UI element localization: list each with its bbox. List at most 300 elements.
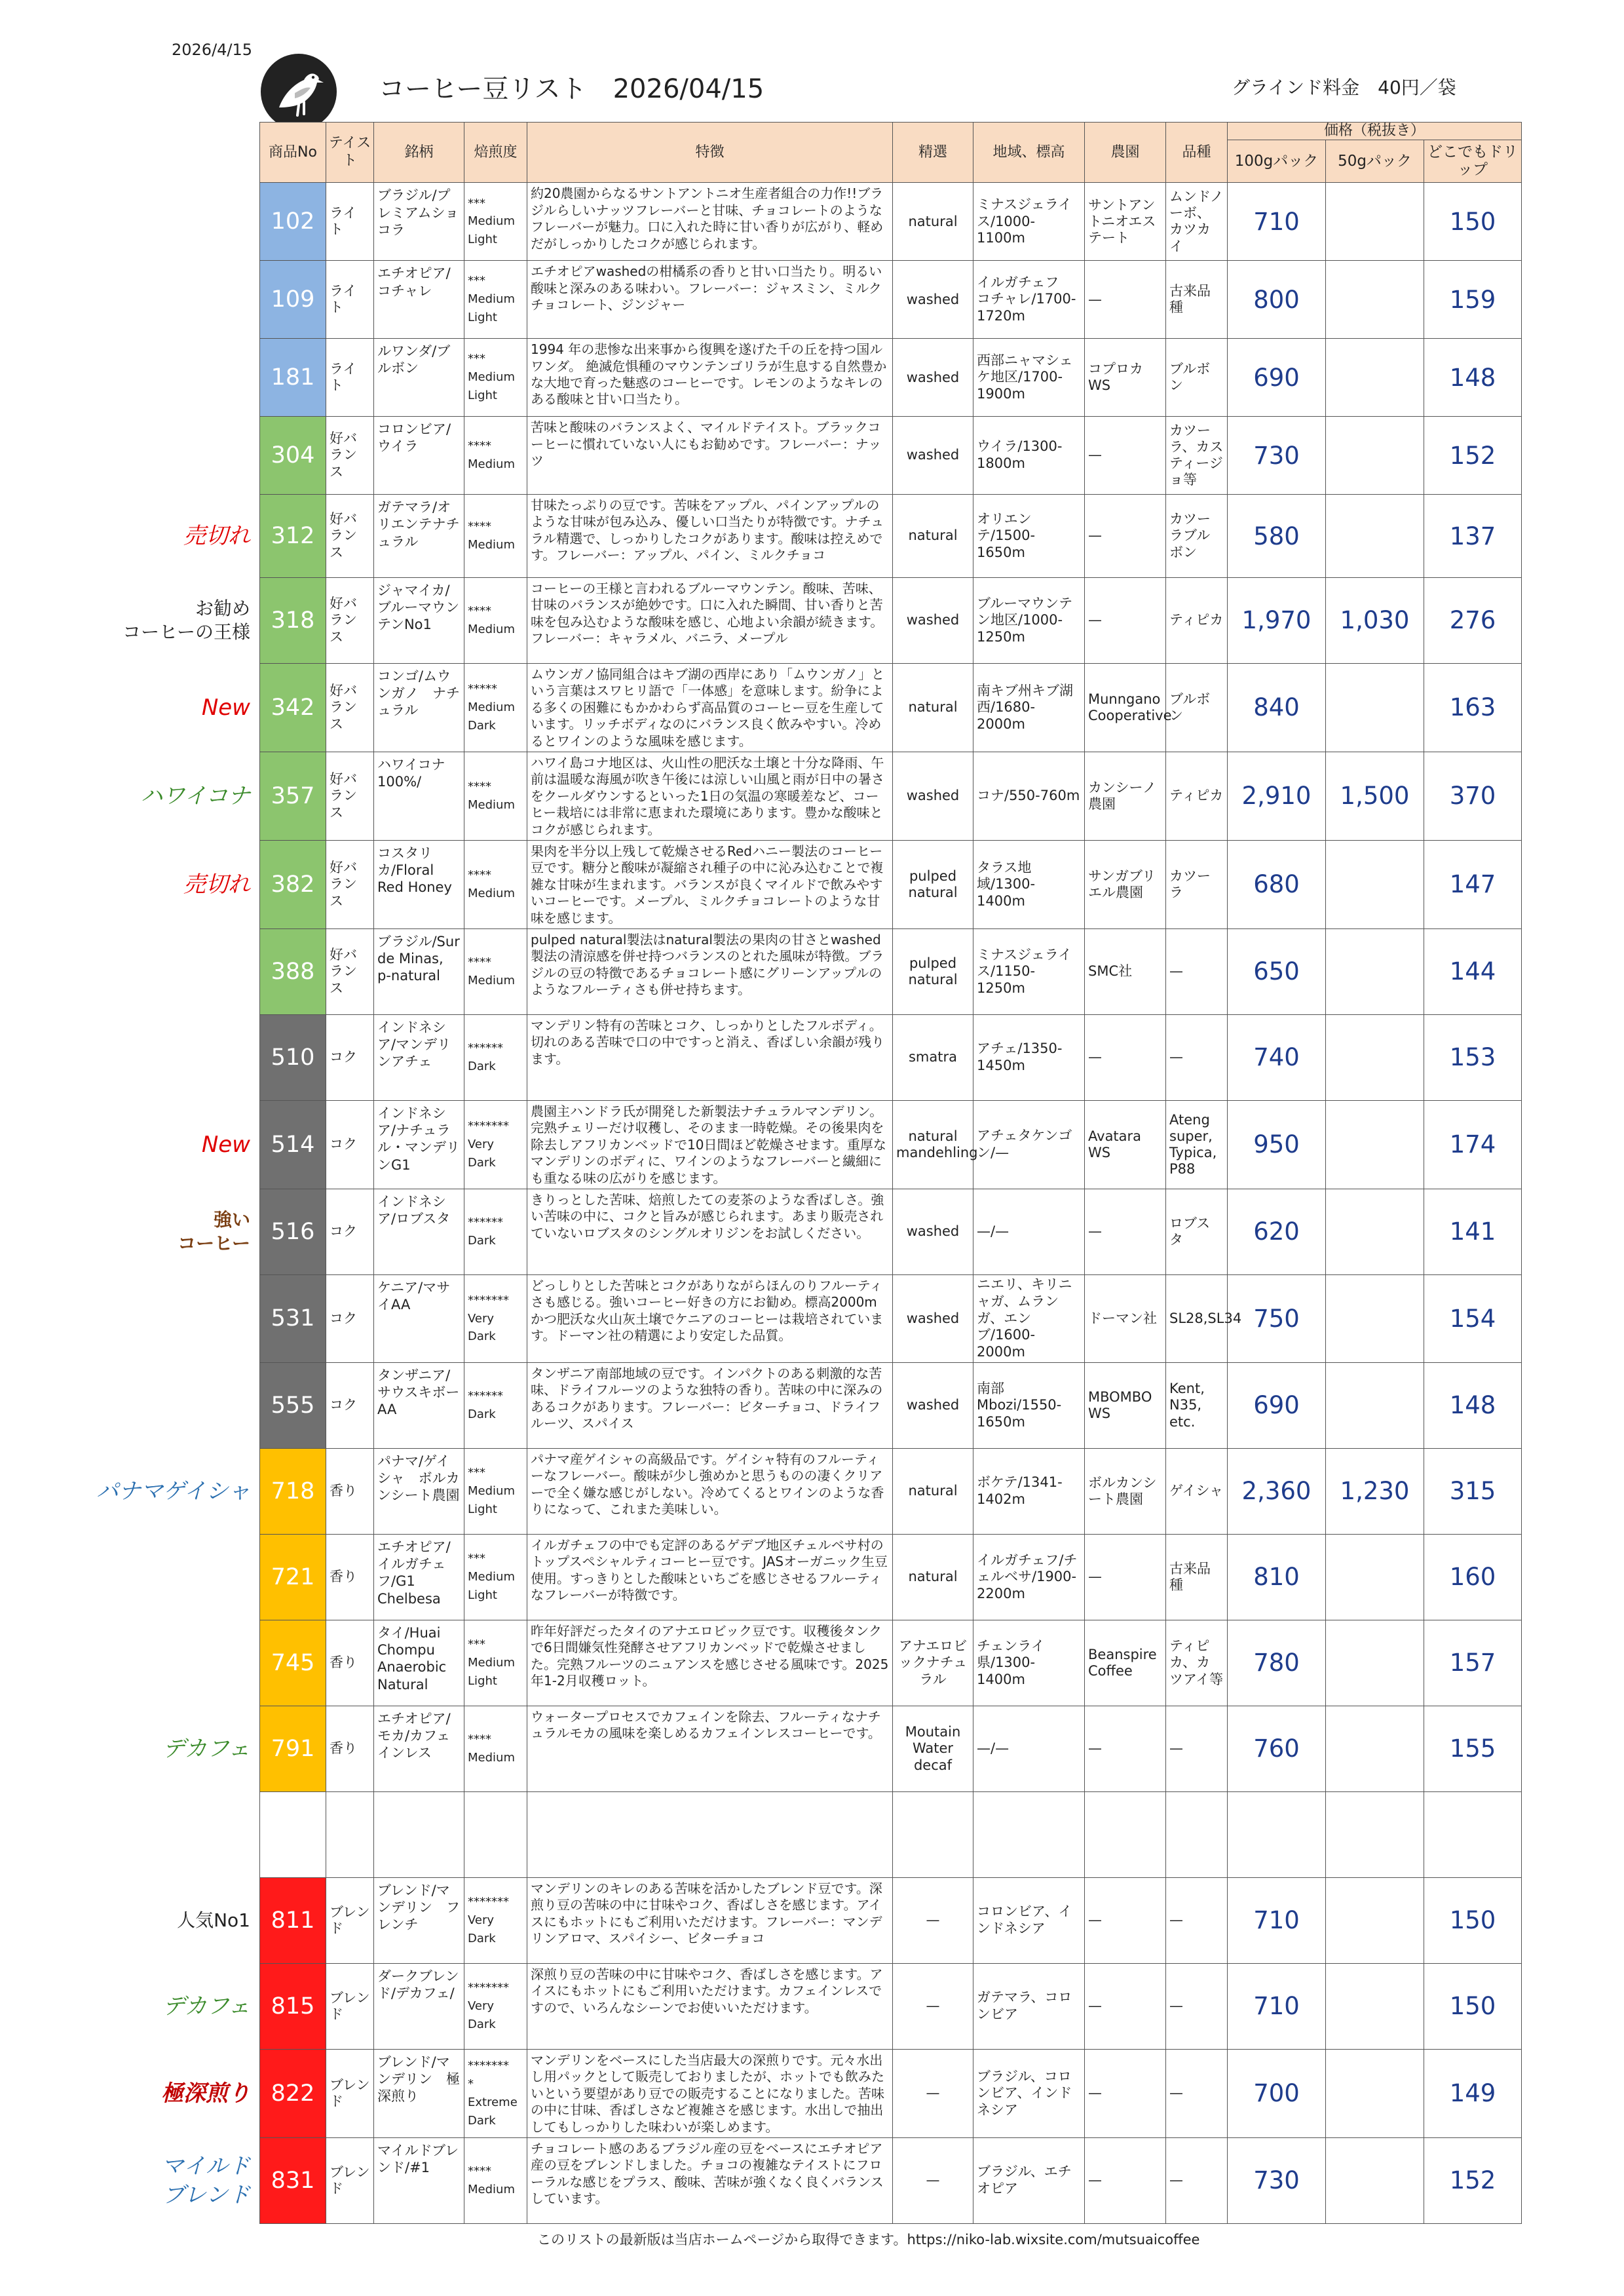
row-price-drip: 149 bbox=[1424, 2049, 1522, 2137]
col-header-100g: 100gパック bbox=[1228, 140, 1326, 183]
row-process: natural bbox=[893, 663, 973, 752]
row-product-no: 514 bbox=[260, 1100, 326, 1189]
row-region: —/— bbox=[973, 1189, 1085, 1274]
row-price-50g bbox=[1326, 1877, 1424, 1963]
empty-row bbox=[260, 1791, 1522, 1877]
row-farm: MBOMBO WS bbox=[1085, 1362, 1166, 1448]
row-region: —/— bbox=[973, 1706, 1085, 1791]
empty-cell bbox=[464, 1791, 527, 1877]
row-variety: ブルボン bbox=[1166, 663, 1228, 752]
row-farm: Munngano Cooperative bbox=[1085, 663, 1166, 752]
row-product-no: 304 bbox=[260, 417, 326, 495]
row-brand: ブラジル/プレミアムショコラ bbox=[374, 183, 464, 261]
row-product-no: 318 bbox=[260, 577, 326, 663]
row-price-50g bbox=[1326, 1014, 1424, 1100]
coffee-bean-table bbox=[259, 122, 1522, 2224]
row-region: タラス地域/1300-1400m bbox=[973, 840, 1085, 928]
row-farm: — bbox=[1085, 495, 1166, 578]
row-roast: ******* Very Dark bbox=[464, 1274, 527, 1362]
row-taste: ブレンド bbox=[326, 1877, 374, 1963]
row-taste: 香り bbox=[326, 1706, 374, 1791]
grind-fee: グラインド料金 40円／袋 bbox=[1232, 77, 1456, 98]
row-price-100g: 710 bbox=[1228, 183, 1326, 261]
row-price-100g: 780 bbox=[1228, 1620, 1326, 1706]
row-taste: 好バランス bbox=[326, 417, 374, 495]
row-process: pulped natural bbox=[893, 840, 973, 928]
row-taste: コク bbox=[326, 1100, 374, 1189]
row-process: washed bbox=[893, 752, 973, 840]
row-process: natural mandehling bbox=[893, 1100, 973, 1189]
row-roast: ****** Dark bbox=[464, 1362, 527, 1448]
row-price-50g bbox=[1326, 1189, 1424, 1274]
row-product-no: 718 bbox=[260, 1448, 326, 1534]
row-taste: 香り bbox=[326, 1534, 374, 1620]
row-roast: **** Medium bbox=[464, 577, 527, 663]
row-brand: インドネシア/ナチュラル・マンデリンG1 bbox=[374, 1100, 464, 1189]
row-price-50g bbox=[1326, 1362, 1424, 1448]
row-price-50g bbox=[1326, 1534, 1424, 1620]
row-region: ミナスジェライス/1150-1250m bbox=[973, 928, 1085, 1014]
row-variety: 古来品種 bbox=[1166, 261, 1228, 339]
row-taste: 好バランス bbox=[326, 752, 374, 840]
row-farm: — bbox=[1085, 577, 1166, 663]
row-roast: **** Medium bbox=[464, 495, 527, 578]
row-variety: ティピカ、カツアイ等 bbox=[1166, 1620, 1228, 1706]
row-features: タンザニア南部地域の豆です。インパクトのある刺激的な苦味、ドライフルーツのような独特の香り。苦味の中に深みのあるコクがあります。フレーバー：ビターチョコ、ドライフルーツ、スパイス bbox=[527, 1362, 893, 1448]
row-process: washed bbox=[893, 1362, 973, 1448]
row-features: 約20農園からなるサントアントニオ生産者組合の力作!!ブラジルらしいナッツフレーバーと甘味、チョコレートのようなフレーバーが魅力。口に入れた時に甘い香りが広がり、軽めだがしっかりしたコクが感じられます。 bbox=[527, 183, 893, 261]
table-row bbox=[260, 339, 1522, 417]
row-price-100g: 620 bbox=[1228, 1189, 1326, 1274]
row-side-note: New bbox=[201, 694, 250, 721]
empty-cell bbox=[326, 1791, 374, 1877]
row-features: 果肉を半分以上残して乾燥させるRedハニー製法のコーヒー豆です。糖分と酸味が凝縮され種子の中に沁み込むことで複雑な甘味が生まれます。バランスが良くマイルドで飲みやすいコーヒーです。メープル、ミルクチョコレートのような甘味を感じます。 bbox=[527, 840, 893, 928]
row-product-no: 811 bbox=[260, 1877, 326, 1963]
row-price-100g: 730 bbox=[1228, 417, 1326, 495]
row-process: Moutain Water decaf bbox=[893, 1706, 973, 1791]
row-product-no: 312 bbox=[260, 495, 326, 578]
row-taste: コク bbox=[326, 1014, 374, 1100]
row-brand: ハワイコナ100%/ bbox=[374, 752, 464, 840]
col-header-farm: 農園 bbox=[1085, 123, 1166, 183]
row-process: washed bbox=[893, 1189, 973, 1274]
row-brand: インドネシア/マンデリンアチェ bbox=[374, 1014, 464, 1100]
row-features: イルガチェフの中でも定評のあるゲデブ地区チェルベサ村のトップスペシャルティコーヒー豆です。JASオーガニック生豆使用。すっきりとした酸味といちごを感じさせるフルーティなフレーバーが特徴です。 bbox=[527, 1534, 893, 1620]
row-brand: エチオピア/モカ/カフェインレス bbox=[374, 1706, 464, 1791]
row-price-drip: 148 bbox=[1424, 1362, 1522, 1448]
row-product-no: 721 bbox=[260, 1534, 326, 1620]
row-roast: **** Medium bbox=[464, 840, 527, 928]
row-region: 西部ニャマシェケ地区/1700-1900m bbox=[973, 339, 1085, 417]
row-features: pulped natural製法はnatural製法の果肉の甘さとwashed製法の清涼感を併せ持つバランスのとれた風味が特徴。ブラジルの豆の特徴であるチョコレート感にグリーンアップルのようなフルーティさも併せ持ちます。 bbox=[527, 928, 893, 1014]
row-brand: エチオピア/コチャレ bbox=[374, 261, 464, 339]
row-features: エチオピアwashedの柑橘系の香りと甘い口当たり。明るい酸味と深みのある味わい。フレーバー：ジャスミン、ミルクチョコレート、ジンジャー bbox=[527, 261, 893, 339]
row-farm: — bbox=[1085, 2049, 1166, 2137]
row-taste: コク bbox=[326, 1189, 374, 1274]
seagull-logo-icon bbox=[261, 54, 337, 130]
row-features: どっしりとした苦味とコクがありながらほんのりフルーティさも感じる。強いコーヒー好きの方にお勧め。標高2000mかつ肥沃な火山灰土壌でケニアのコーヒーは栽培されています。ドーマン社の精選により安定した品質。 bbox=[527, 1274, 893, 1362]
row-process: アナエロビックナチュラル bbox=[893, 1620, 973, 1706]
row-price-100g: 1,970 bbox=[1228, 577, 1326, 663]
row-price-drip: 370 bbox=[1424, 752, 1522, 840]
row-product-no: 357 bbox=[260, 752, 326, 840]
table-row bbox=[260, 1189, 1522, 1274]
row-price-drip: 150 bbox=[1424, 1963, 1522, 2049]
row-side-note: 売切れ bbox=[183, 522, 250, 549]
row-brand: ブラジル/Sur de Minas, p-natural bbox=[374, 928, 464, 1014]
row-price-drip: 315 bbox=[1424, 1448, 1522, 1534]
table-row bbox=[260, 752, 1522, 840]
row-price-100g: 950 bbox=[1228, 1100, 1326, 1189]
row-price-drip: 147 bbox=[1424, 840, 1522, 928]
row-region: ミナスジェライス/1000-1100m bbox=[973, 183, 1085, 261]
row-price-drip: 174 bbox=[1424, 1100, 1522, 1189]
print-date: 2026/4/15 bbox=[172, 41, 253, 59]
row-farm: Beanspire Coffee bbox=[1085, 1620, 1166, 1706]
row-side-note: デカフェ bbox=[162, 1735, 250, 1762]
row-roast: ****** Dark bbox=[464, 1189, 527, 1274]
page-title: コーヒー豆リスト 2026/04/15 bbox=[379, 74, 765, 104]
row-farm: ドーマン社 bbox=[1085, 1274, 1166, 1362]
row-taste: 好バランス bbox=[326, 840, 374, 928]
row-price-50g: 1,500 bbox=[1326, 752, 1424, 840]
empty-cell bbox=[1085, 1791, 1166, 1877]
row-region: ボケテ/1341-1402m bbox=[973, 1448, 1085, 1534]
row-farm: — bbox=[1085, 1014, 1166, 1100]
row-variety: ティピカ bbox=[1166, 752, 1228, 840]
table-row bbox=[260, 1014, 1522, 1100]
row-taste: 好バランス bbox=[326, 495, 374, 578]
row-brand: コロンビア/ウイラ bbox=[374, 417, 464, 495]
row-roast: **** Medium bbox=[464, 1706, 527, 1791]
row-price-drip: 154 bbox=[1424, 1274, 1522, 1362]
table-row bbox=[260, 1620, 1522, 1706]
row-taste: ライト bbox=[326, 183, 374, 261]
row-roast: ******* Very Dark bbox=[464, 1877, 527, 1963]
row-farm: SMC社 bbox=[1085, 928, 1166, 1014]
row-variety: ゲイシャ bbox=[1166, 1448, 1228, 1534]
row-features: きりっとした苦味、焙煎したての麦茶のような香ばしさ。強い苦味の中に、コクと旨みが感じられます。あまり販売されていないロブスタのシングルオリジンをお試しください。 bbox=[527, 1189, 893, 1274]
row-process: smatra bbox=[893, 1014, 973, 1100]
row-variety: — bbox=[1166, 2137, 1228, 2223]
row-region: チェンライ県/1300-1400m bbox=[973, 1620, 1085, 1706]
row-features: 農園主ハンドラ氏が開発した新製法ナチュラルマンデリン。完熟チェリーだけ収穫し、そのまま一時乾燥。その後果肉を除去しアフリカンベッドで10日間ほど乾燥させます。重厚なマンデリンのボディに、ワインのようなフレーバーと繊細にも重なる味の広がりを感じます。 bbox=[527, 1100, 893, 1189]
row-region: コロンビア、インドネシア bbox=[973, 1877, 1085, 1963]
row-roast: **** Medium bbox=[464, 2137, 527, 2223]
row-product-no: 822 bbox=[260, 2049, 326, 2137]
row-price-100g: 840 bbox=[1228, 663, 1326, 752]
row-brand: ジャマイカ/ブルーマウンテンNo1 bbox=[374, 577, 464, 663]
row-price-100g: 710 bbox=[1228, 1963, 1326, 2049]
row-price-100g: 710 bbox=[1228, 1877, 1326, 1963]
row-price-100g: 650 bbox=[1228, 928, 1326, 1014]
row-taste: ブレンド bbox=[326, 2049, 374, 2137]
row-price-drip: 160 bbox=[1424, 1534, 1522, 1620]
row-price-drip: 152 bbox=[1424, 417, 1522, 495]
row-roast: ****** Dark bbox=[464, 1014, 527, 1100]
row-process: washed bbox=[893, 417, 973, 495]
row-product-no: 815 bbox=[260, 1963, 326, 2049]
row-process: natural bbox=[893, 183, 973, 261]
row-region: 南キブ州キブ湖西/1680-2000m bbox=[973, 663, 1085, 752]
row-roast: *** Medium Light bbox=[464, 261, 527, 339]
row-features: 昨年好評だったタイのアナエロビック豆です。収穫後タンクで6日間嫌気性発酵させアフリカンベッドで乾燥させました。完熟フルーツのニュアンスを感じさせる風味です。2025年1-2月収穫ロット。 bbox=[527, 1620, 893, 1706]
row-features: マンデリンをベースにした当店最大の深煎りです。元々水出し用パックとして販売しておりましたが、ホットでも飲みたいという要望があり豆での販売することになりました。苦味の中に甘味、香ばしさなど複雑さを感じます。水出しで抽出してもしっかりした味わいが楽しめます。 bbox=[527, 2049, 893, 2137]
table-row bbox=[260, 261, 1522, 339]
row-region: ブルーマウンテン地区/1000-1250m bbox=[973, 577, 1085, 663]
row-farm: — bbox=[1085, 1877, 1166, 1963]
row-side-note: お勧め コーヒーの王様 bbox=[123, 597, 250, 643]
row-variety: — bbox=[1166, 1706, 1228, 1791]
table-row bbox=[260, 1362, 1522, 1448]
row-variety: Ateng super, Typica, P88 bbox=[1166, 1100, 1228, 1189]
row-roast: **** Medium bbox=[464, 752, 527, 840]
row-brand: タンザニア/サウスキボーAA bbox=[374, 1362, 464, 1448]
table-row bbox=[260, 1877, 1522, 1963]
row-price-50g bbox=[1326, 2137, 1424, 2223]
row-features: チョコレート感のあるブラジル産の豆をベースにエチオピア産の豆をブレンドしました。チョコの複雑なテイストにフローラルな感じをプラス、酸味、苦味が強くなく良くバランスしています。 bbox=[527, 2137, 893, 2223]
row-variety: — bbox=[1166, 1014, 1228, 1100]
row-product-no: 382 bbox=[260, 840, 326, 928]
empty-cell bbox=[374, 1791, 464, 1877]
row-price-100g: 580 bbox=[1228, 495, 1326, 578]
row-taste: ブレンド bbox=[326, 2137, 374, 2223]
col-header-no: 商品No bbox=[260, 123, 326, 183]
empty-cell bbox=[1228, 1791, 1326, 1877]
row-taste: 好バランス bbox=[326, 577, 374, 663]
row-taste: コク bbox=[326, 1362, 374, 1448]
row-product-no: 791 bbox=[260, 1706, 326, 1791]
row-taste: ブレンド bbox=[326, 1963, 374, 2049]
row-side-note: 人気No1 bbox=[177, 1909, 250, 1931]
row-brand: コスタリカ/Floral Red Honey bbox=[374, 840, 464, 928]
row-product-no: 342 bbox=[260, 663, 326, 752]
row-farm: — bbox=[1085, 1706, 1166, 1791]
row-price-50g bbox=[1326, 1706, 1424, 1791]
row-price-drip: 150 bbox=[1424, 1877, 1522, 1963]
row-price-100g: 2,360 bbox=[1228, 1448, 1326, 1534]
row-price-drip: 150 bbox=[1424, 183, 1522, 261]
row-features: 甘味たっぷりの豆です。苦味をアップル、パインアップルのような甘味が包み込み、優しい口当たりが特徴です。ナチュラル精選で、しっかりしたコクがあります。酸味は控えめです。フレーバー：アップル、パイン、ミルクチョコ bbox=[527, 495, 893, 578]
table-row bbox=[260, 1448, 1522, 1534]
row-price-50g: 1,230 bbox=[1326, 1448, 1424, 1534]
row-price-50g bbox=[1326, 663, 1424, 752]
row-features: 深煎り豆の苦味の中に甘味やコク、香ばしさを感じます。アイスにもホットにもご利用いただけます。カフェインレスですので、いろんなシーンでお使いいただけます。 bbox=[527, 1963, 893, 2049]
row-process: washed bbox=[893, 1274, 973, 1362]
col-header-taste: テイスト bbox=[326, 123, 374, 183]
row-region: ガテマラ、コロンビア bbox=[973, 1963, 1085, 2049]
row-taste: ライト bbox=[326, 261, 374, 339]
row-price-drip: 148 bbox=[1424, 339, 1522, 417]
row-price-drip: 276 bbox=[1424, 577, 1522, 663]
row-taste: 香り bbox=[326, 1620, 374, 1706]
row-price-drip: 153 bbox=[1424, 1014, 1522, 1100]
row-brand: ブレンド/マンデリン 極深煎り bbox=[374, 2049, 464, 2137]
row-features: ウォータープロセスでカフェインを除去、フルーティなナチュラルモカの風味を楽しめるカフェインレスコーヒーです。 bbox=[527, 1706, 893, 1791]
row-product-no: 531 bbox=[260, 1274, 326, 1362]
row-farm: — bbox=[1085, 1963, 1166, 2049]
row-farm: — bbox=[1085, 1534, 1166, 1620]
row-roast: ******* Very Dark bbox=[464, 1100, 527, 1189]
row-price-50g bbox=[1326, 2049, 1424, 2137]
row-product-no: 181 bbox=[260, 339, 326, 417]
row-taste: コク bbox=[326, 1274, 374, 1362]
row-product-no: 510 bbox=[260, 1014, 326, 1100]
row-price-100g: 700 bbox=[1228, 2049, 1326, 2137]
row-process: washed bbox=[893, 577, 973, 663]
col-header-50g: 50gパック bbox=[1326, 140, 1424, 183]
row-price-drip: 155 bbox=[1424, 1706, 1522, 1791]
row-product-no: 102 bbox=[260, 183, 326, 261]
row-price-100g: 690 bbox=[1228, 1362, 1326, 1448]
table-row bbox=[260, 2137, 1522, 2223]
row-price-50g bbox=[1326, 183, 1424, 261]
row-farm: — bbox=[1085, 2137, 1166, 2223]
row-variety: ムンドノーボ、カツカイ bbox=[1166, 183, 1228, 261]
row-region: ウイラ/1300-1800m bbox=[973, 417, 1085, 495]
row-side-note: ハワイコナ bbox=[140, 782, 250, 809]
row-variety: ロブスタ bbox=[1166, 1189, 1228, 1274]
row-process: natural bbox=[893, 1448, 973, 1534]
row-price-drip: 141 bbox=[1424, 1189, 1522, 1274]
col-header-variety: 品種 bbox=[1166, 123, 1228, 183]
row-process: washed bbox=[893, 261, 973, 339]
row-price-50g bbox=[1326, 495, 1424, 578]
row-variety: — bbox=[1166, 928, 1228, 1014]
footer-note: このリストの最新版は当店ホームページから取得できます。https://niko-lab.wixsite.com/mutsuaicoffee bbox=[537, 2232, 1200, 2248]
row-roast: *** Medium Light bbox=[464, 339, 527, 417]
row-price-drip: 163 bbox=[1424, 663, 1522, 752]
col-header-drip: どこでもドリップ bbox=[1424, 140, 1522, 183]
col-header-features: 特徴 bbox=[527, 123, 893, 183]
row-process: — bbox=[893, 1963, 973, 2049]
empty-cell bbox=[1424, 1791, 1522, 1877]
row-brand: タイ/Huai Chompu Anaerobic Natural bbox=[374, 1620, 464, 1706]
table-row bbox=[260, 1100, 1522, 1189]
row-product-no: 745 bbox=[260, 1620, 326, 1706]
row-region: イルガチェフ/チェルベサ/1900-2200m bbox=[973, 1534, 1085, 1620]
row-farm: サントアントニオエステート bbox=[1085, 183, 1166, 261]
col-header-brand: 銘柄 bbox=[374, 123, 464, 183]
row-brand: ダークブレンド/デカフェ/ bbox=[374, 1963, 464, 2049]
row-features: ハワイ島コナ地区は、火山性の肥沃な土壌と十分な降雨、午前は温暖な海風が吹き午後には涼しい山風と雨が日中の暑さをクールダウンするといった1日の気温の寒暖差など、コーヒー栽培には非常に恵まれた環境にあります。豊かな酸味とコクが感じられます。 bbox=[527, 752, 893, 840]
row-price-100g: 760 bbox=[1228, 1706, 1326, 1791]
row-price-50g bbox=[1326, 1963, 1424, 2049]
table-row bbox=[260, 577, 1522, 663]
row-product-no: 109 bbox=[260, 261, 326, 339]
col-header-roast: 焙煎度 bbox=[464, 123, 527, 183]
row-taste: 香り bbox=[326, 1448, 374, 1534]
row-process: — bbox=[893, 2049, 973, 2137]
row-roast: *** Medium Light bbox=[464, 1534, 527, 1620]
row-price-50g bbox=[1326, 417, 1424, 495]
row-features: マンデリンのキレのある苦味を活かしたブレンド豆です。深煎り豆の苦味の中に甘味やコク、香ばしさを感じます。アイスにもホットにもご利用いただけます。フレーバー：マンデリンアロマ、スパイシー、ビターチョコ bbox=[527, 1877, 893, 1963]
row-price-100g: 740 bbox=[1228, 1014, 1326, 1100]
row-roast: **** Medium bbox=[464, 417, 527, 495]
row-price-50g bbox=[1326, 1100, 1424, 1189]
row-process: natural bbox=[893, 495, 973, 578]
row-taste: 好バランス bbox=[326, 928, 374, 1014]
row-variety: — bbox=[1166, 1877, 1228, 1963]
empty-cell bbox=[973, 1791, 1085, 1877]
row-price-100g: 680 bbox=[1228, 840, 1326, 928]
row-process: — bbox=[893, 2137, 973, 2223]
row-price-drip: 157 bbox=[1424, 1620, 1522, 1706]
row-product-no: 516 bbox=[260, 1189, 326, 1274]
row-region: ニエリ、キリニャガ、ムランガ、エンブ/1600-2000m bbox=[973, 1274, 1085, 1362]
empty-cell bbox=[1326, 1791, 1424, 1877]
row-features: パナマ産ゲイシャの高級品です。ゲイシャ特有のフルーティーなフレーバー。酸味が少し強めかと思うものの凄くクリアーで全く嫌な感じがしない。冷めてくるとワインのような香りになって、これまた美味しい。 bbox=[527, 1448, 893, 1534]
row-variety: カツーラ bbox=[1166, 840, 1228, 928]
row-farm: — bbox=[1085, 1189, 1166, 1274]
row-variety: 古来品種 bbox=[1166, 1534, 1228, 1620]
row-price-50g bbox=[1326, 1620, 1424, 1706]
row-process: pulped natural bbox=[893, 928, 973, 1014]
row-brand: ブレンド/マンデリン フレンチ bbox=[374, 1877, 464, 1963]
row-price-50g bbox=[1326, 261, 1424, 339]
table-row bbox=[260, 840, 1522, 928]
row-features: 苦味と酸味のバランスよく、マイルドテイスト。ブラックコーヒーに慣れていない人にもお勧めです。フレーバー：ナッツ bbox=[527, 417, 893, 495]
row-features: マンデリン特有の苦味とコク、しっかりとしたフルボディ。切れのある苦味で口の中ですっと消え、香ばしい余韻が残ります。 bbox=[527, 1014, 893, 1100]
row-brand: ケニア/マサイAA bbox=[374, 1274, 464, 1362]
row-price-50g bbox=[1326, 840, 1424, 928]
row-product-no: 388 bbox=[260, 928, 326, 1014]
row-side-note: New bbox=[201, 1131, 250, 1158]
row-region: ブラジル、エチオピア bbox=[973, 2137, 1085, 2223]
table-row bbox=[260, 1963, 1522, 2049]
row-taste: 好バランス bbox=[326, 663, 374, 752]
row-brand: コンゴ/ムウンガノ ナチュラル bbox=[374, 663, 464, 752]
row-brand: ルワンダ/ブルボン bbox=[374, 339, 464, 417]
table-row bbox=[260, 663, 1522, 752]
row-features: ムウンガノ協同組合はキブ湖の西岸にあり「ムウンガノ」という言葉はスワヒリ語で「一体感」を意味します。紛争による多くの困難にもかかわらず高品質のコーヒー豆を生産しています。リッチボディなのにバランス良く飲みやすい。冷めるとワインのような風味を感じます。 bbox=[527, 663, 893, 752]
row-price-50g bbox=[1326, 928, 1424, 1014]
row-taste: ライト bbox=[326, 339, 374, 417]
row-variety: カツーラブルボン bbox=[1166, 495, 1228, 578]
table-row bbox=[260, 928, 1522, 1014]
row-variety: ティピカ bbox=[1166, 577, 1228, 663]
row-farm: サンガブリエル農園 bbox=[1085, 840, 1166, 928]
row-price-50g bbox=[1326, 1274, 1424, 1362]
row-region: アチェ/1350-1450m bbox=[973, 1014, 1085, 1100]
empty-cell bbox=[1166, 1791, 1228, 1877]
row-brand: ガテマラ/オリエンテナチュラル bbox=[374, 495, 464, 578]
table-row bbox=[260, 1274, 1522, 1362]
table-row bbox=[260, 1706, 1522, 1791]
col-header-price-group: 価格（税抜き） bbox=[1228, 123, 1522, 140]
row-region: イルガチェフ コチャレ/1700-1720m bbox=[973, 261, 1085, 339]
row-region: 南部Mbozi/1550-1650m bbox=[973, 1362, 1085, 1448]
table-row bbox=[260, 2049, 1522, 2137]
row-region: コナ/550-760m bbox=[973, 752, 1085, 840]
empty-cell bbox=[260, 1791, 326, 1877]
row-price-50g: 1,030 bbox=[1326, 577, 1424, 663]
row-price-50g bbox=[1326, 339, 1424, 417]
row-variety: SL28,SL34 bbox=[1166, 1274, 1228, 1362]
row-process: — bbox=[893, 1877, 973, 1963]
row-side-note: 売切れ bbox=[183, 871, 250, 898]
row-side-note: デカフェ bbox=[162, 1993, 250, 2019]
row-region: アチェタケンゴン/— bbox=[973, 1100, 1085, 1189]
row-farm: カンシーノ農園 bbox=[1085, 752, 1166, 840]
row-roast: ******* * Extreme Dark bbox=[464, 2049, 527, 2137]
row-variety: — bbox=[1166, 1963, 1228, 2049]
row-farm: ボルカンシート農園 bbox=[1085, 1448, 1166, 1534]
row-features: 1994 年の悲惨な出来事から復興を遂げた千の丘を持つ国ルワンダ。 絶滅危惧種のマウンテンゴリラが生息する自然豊かな大地で育った魅惑のコーヒーです。レモンのようなキレのある酸味と甘い口当たり。 bbox=[527, 339, 893, 417]
row-price-drip: 144 bbox=[1424, 928, 1522, 1014]
col-header-region: 地域、標高 bbox=[973, 123, 1085, 183]
row-variety: カツーラ、カスティージョ等 bbox=[1166, 417, 1228, 495]
